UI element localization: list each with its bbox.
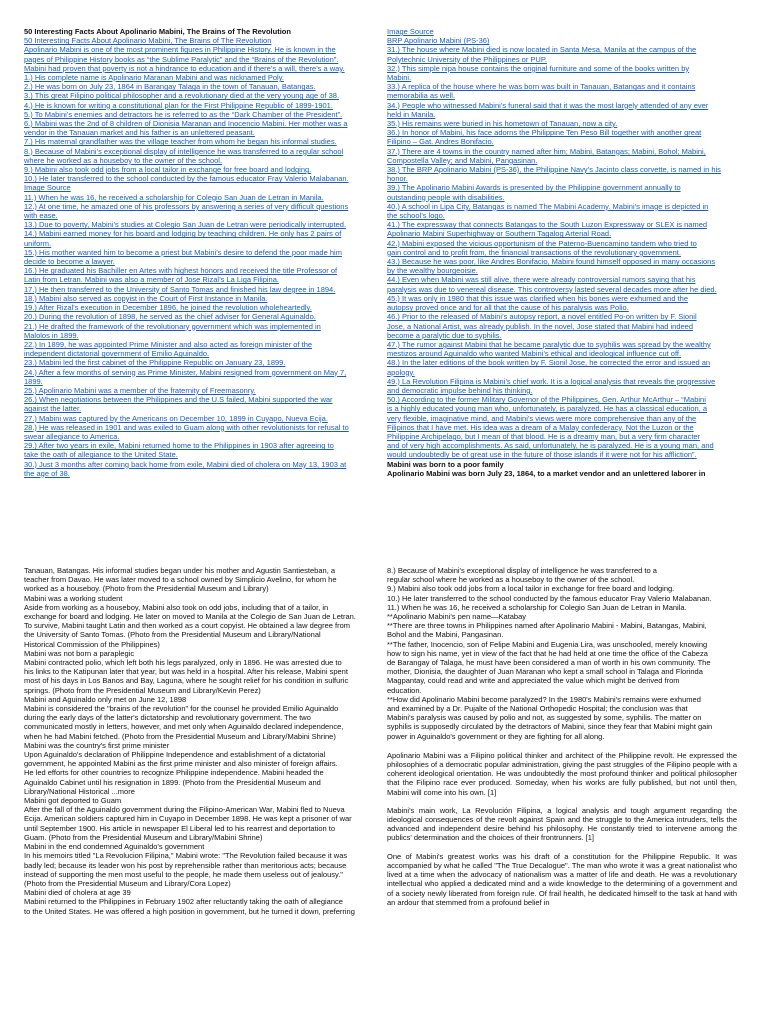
text-line: Mabini died of cholera at age 39 [24, 888, 131, 898]
fact-link-line[interactable]: Jose, a National Artist, was already publish. In the novel, Jose stated that Mabini had indeed [387, 321, 694, 331]
fact-link-line[interactable]: apology. [387, 367, 415, 377]
top-right-column [387, 27, 737, 478]
text-line: Magpantay, could read and write and appreciated the value which might be derived from [387, 676, 680, 686]
fact-link-line[interactable]: 42.) Mabini exposed the vicious opportunism of the Paterno-Buencamino tandem who tried to [387, 238, 697, 248]
text-line: communicated mostly in letters, however, and met only when Aguinaldo declared independence, [24, 722, 344, 732]
fact-link-line[interactable]: Compostella Valley; and Mabini, Pangasinan. [387, 155, 538, 165]
fact-link-line[interactable]: 29.) After two years in exile, Mabini returned home to the Philippines in 1903 after agreeing to [24, 441, 334, 451]
fact-link-line[interactable]: 37.) There are 4 towns in the country named after him; Mabini, Batangas; Mabini, Bohol; Mabini, [387, 146, 706, 156]
text-line: 10.) He later transferred to the school conducted by the famous educator Fray Valerio Malabanan. [387, 593, 712, 603]
fact-link-line[interactable]: Image Source [24, 183, 71, 193]
text-line: badly led; because its leader won his post by reprehensible rather than meritorious acts; because [24, 860, 347, 870]
fact-link-line[interactable]: 35.) His remains were buried in his hometown of Tanauan, now a city. [387, 119, 618, 129]
fact-link-line[interactable]: by the wealthy bourgeoisie. [387, 266, 478, 276]
fact-link-line[interactable]: Image Source [387, 27, 434, 36]
text-line: **There are three towns in Philippines named after Apolinario Mabini - Mabini, Batangas, Mabini, [387, 621, 707, 631]
text-line: After the fall of the Aguinaldo government during the Filipino-American War, Mabini fled to Nueva [24, 805, 345, 815]
paragraph: Mabini's main work, La Revolución Filipina, a logical analysis and tough argument regarding the ideological consequences of the revolt against Spain and the struggle to the America intruders, tells the advanced and independent desire behind his philosophy. He constantly tried to intervene among the publics' determination and the choices of their frontrunners. [1] [387, 805, 737, 843]
fact-link-line[interactable]: 10.) He later transferred to the school conducted by the famous educator Fray Valerio Malabanan. [24, 174, 349, 184]
fact-link-line[interactable]: 4.) He is known for writing a constitutional plan for the First Philippine Republic of 1899-1901. [24, 100, 333, 110]
fact-link-line[interactable]: and democratic impulse behind his thinking. [387, 385, 533, 395]
text-line: when he had Mabini fetched. (Photo from the Presidential Museum and Library/Mabini Shrine) [24, 731, 336, 741]
fact-link-line[interactable]: BRP Apolinario Mabini (PS-36) [387, 36, 490, 46]
text-line: Library/National Historical ...more [24, 786, 135, 796]
fact-link-line[interactable]: 45.) It was only in 1980 that this issue was clarified when his bones were exhumed and the [387, 293, 689, 303]
fact-link-line[interactable]: Filipinos that I have met. His idea was a dream of a Malay confederacy. Not the Luzon or the [387, 422, 694, 432]
fact-link-line[interactable]: and of very high accomplishments. As said, unfortunately, he is paralyzed. He is a young man, and [387, 441, 714, 451]
fact-link-line[interactable]: memorabilia as well. [387, 91, 455, 101]
text-line: **Apolinario Mabini's pen name—Katabay [387, 612, 527, 622]
text-line: instead of supporting the men most useful to the people, he made them useless out of jealousy." [24, 869, 343, 879]
paragraph: Apolinario Mabini was a Filipino political thinker and architect of the Philippine revolt. He expressed the philosophies of a democratic popular administration, giving the past struggles of the Filipino people with a coherent ideological orientation. He was undoubtedly the most profound thinker and political philosopher that the Filipino race ever produced. Someday, when his works are fully published, but not until then, Mabini will come into his own. [1] [387, 750, 737, 797]
text-line: Mabini contracted polio, which left both his legs paralyzed, only in 1896. He was arrested due to [24, 658, 342, 668]
fact-link-line[interactable]: 32.) This simple nipa house contains the original furniture and some of the books written by [387, 63, 690, 73]
text-line: Apolinario Mabini was born July 23, 1864, to a market vendor and an unlettered laborer in [387, 468, 706, 478]
text-line: de Barangay of Talaga, he must have been considered a man of worth in his own community. The [387, 658, 711, 668]
bottom-left-column [24, 566, 370, 916]
text-line: **How did Apolinario Mabini become paralyzed? In the 1980's Mabini's remains were exhumed [387, 694, 701, 704]
fact-link-line[interactable]: 1.) His complete name is Apolinario Maranan Mabini and was nicknamed Poly. [24, 73, 284, 83]
fact-link-line[interactable]: 30.) Just 3 months after coming back home from exile, Mabini died of cholera on May 13, 1903 at [24, 459, 347, 469]
fact-link-line[interactable]: uniform. [24, 238, 52, 248]
text-line: 8.) Because of Mabini's exceptional display of intelligence he was transferred to a [387, 566, 657, 575]
text-line: In his memoirs titled "La Revolucion Filipina," Mabini wrote: "The Revolution failed because it was [24, 851, 348, 861]
fact-link-line[interactable]: Latin from Letran. Mabini was also a member of Jose Rizal’s La Liga Filipina. [24, 275, 279, 285]
fact-link-line[interactable]: Philippine Archipelago, but I mean of that blood. He is a dreamy man, but a very firm character [387, 431, 701, 441]
fact-link-line[interactable]: 21.) He drafted the framework of the revolutionary government which was implemented in [24, 321, 321, 331]
fact-link-line[interactable]: 47.) The rumor against Mabini that he became paralytic due to syphilis was spread by the wealthy [387, 339, 711, 349]
text-line: To survive, Mabini taught Latin and then worked as a court copyist. He obtained a law degree from [24, 621, 351, 631]
fact-link-line[interactable]: 49.) La Revolution Filipina is Mabini’s chief work. It is a logical analysis that reveals the progressive [387, 376, 716, 386]
fact-link-line[interactable]: 15.) His mother wanted him to become a priest but Mabini’s desire to defend the poor made him [24, 247, 342, 257]
fact-link-line[interactable]: 7.) His maternal grandfather was the village teacher from whom he began his informal studies. [24, 137, 337, 147]
fact-link-line[interactable]: 40.) A school in Lipa City, Batangas is named The Mabini Academy. Mabini’s image is depicted in [387, 201, 709, 211]
text-line: teacher from Davao. He was later moved to a school owned by Simplicio Avelino, for whom he [24, 575, 337, 585]
fact-link-line[interactable]: 50 Interesting Facts About Apolinario Mabini, The Brains of The Revolution [24, 36, 272, 46]
fact-link-line[interactable]: 5.) To Mabini’s enemies and detractors he is referred to as the “Dark Chamber of the President”. [24, 109, 343, 119]
top-left-column [24, 27, 370, 478]
text-line: Historical Commission of the Philippines) [24, 639, 160, 649]
text-line: Mabini was not born a paraplegic [24, 648, 135, 658]
text-line: regular school where he worked as a houseboy to the owner of the school. [387, 575, 635, 585]
text-line: worked as a houseboy. (Photo from the Presidential Museum and Library) [24, 584, 269, 594]
fact-link-line[interactable]: Apolinario Mabini is one of the most prominent figures in Philippine History. He is known in the [24, 45, 336, 55]
text-line: **The father, Inocencio, son of Felipe Mabini and Eugenia Lira, was unschooled, merely knowing [387, 639, 708, 649]
bottom-right-text [387, 566, 737, 741]
text-line: Tanauan, Batangas. His informal studies began under his mother and Agustin Santiesteban, a [24, 566, 336, 575]
fact-link-line[interactable]: 3.) This great Filipino political philosopher and a revolutionary died at the very young age of 38. [24, 91, 340, 101]
fact-link-line[interactable]: against the latter. [24, 404, 82, 414]
fact-link-line[interactable]: decide to become a lawyer. [24, 257, 115, 267]
fact-link-line[interactable]: 19.) After Rizal’s execution in December 1896, he joined the revolution wholeheartedly. [24, 303, 312, 313]
text-line: Ecija. American soldiers captured him in Cuyapo in December 1898. He was kept a prisoner of war [24, 814, 352, 824]
top-left-links [24, 36, 370, 478]
text-line: Guam. (Photo from the Presidential Museum and Library/Mabini Shrine) [24, 832, 263, 842]
fact-link-line[interactable]: gain control and to profit from, the financial transactions of the revolutionary government. [387, 247, 681, 257]
fact-link-line[interactable]: 14.) Mabini earned money for his board and lodging by teaching children. He only has 2 pairs of [24, 229, 342, 239]
text-line: how to sign his name, yet in view of the fact that he had held at one time the office of the Cabeza [387, 648, 708, 658]
fact-link-line[interactable]: take the oath of allegiance to the United State. [24, 450, 178, 460]
fact-link-line[interactable]: 11.) When he was 16, he received a scholarship for Colegio San Juan de Letran in Manila. [24, 192, 324, 202]
fact-link-line[interactable]: 28.) He was released in 1901 and was exiled to Guam along with other revolutionists for refusal to [24, 422, 349, 432]
fact-link-line[interactable]: 23.) Mabini led the first cabinet of the Philippine Republic on January 23, 1899. [24, 358, 286, 368]
fact-link-line[interactable]: 44.) Even when Mabini was still alive, there were already controversial rumors saying that his [387, 275, 696, 285]
fact-link-line[interactable]: held in Manila. [387, 109, 436, 119]
text-line: and examined by a Dr. Pujalte of the National Orthopedic Hospital; the conclusion was that [387, 704, 688, 714]
text-line: government, he appointed Mabini as the first prime minister and also minister of foreign affairs. [24, 759, 338, 769]
fact-link-line[interactable]: Mabini had proven that poverty is not a hindrance to education and if there’s a will, there’s a way. [24, 63, 345, 73]
text-line: 9.) Mabini also took odd jobs from a local tailor in exchange for free board and lodging. [387, 584, 675, 594]
fact-link-line[interactable]: Mabini. [387, 73, 412, 83]
text-line: his links to the Katipunan later that year, but was held in a hospital. After his release, Mabini spent [24, 667, 348, 677]
text-line: Mabini and Aguinaldo only met on June 12, 1898 [24, 694, 187, 704]
text-line: Aguinaldo Cabinet until his resignation in 1899. (Photo from the Presidential Museum and [24, 777, 321, 787]
text-line: Mabini returned to the Philippines in February 1902 after reluctantly taking the oath of allegiance [24, 897, 343, 907]
fact-link-line[interactable]: Apolinario Mabini Superhighway or Southern Tagalog Arterial Road. [387, 229, 612, 239]
text-line: Mabini's paralysis was caused by polio and not, as suggested by some, syphilis. The matter on [387, 713, 702, 723]
fact-link-line[interactable]: 9.) Mabini also took odd jobs from a local tailor in exchange for free board and lodging. [24, 165, 312, 175]
bottom-right-paragraphs [387, 751, 737, 907]
text-line: mother, Dionisia, the daughter of Juan Maranan who kept a small school in Talaga and Florinda [387, 667, 703, 677]
fact-link-line[interactable]: 12.) At one time, he amazed one of his professors by answering a series of very difficult questions [24, 201, 349, 211]
fact-link-line[interactable]: honor. [387, 174, 408, 184]
bottom-left-text [24, 566, 370, 916]
fact-link-line[interactable]: 34.) People who witnessed Mabini’s funeral said that it was the most largely attended of any ever [387, 100, 709, 110]
fact-link-line[interactable]: 31.) The house where Mabini died is now located in Santa Mesa, Manila at the campus of the [387, 45, 697, 55]
fact-link-line[interactable]: 36.) In honor of Mabini, his face adorns the Philippine Ten Peso Bill together with another great [387, 128, 702, 138]
fact-link-line[interactable]: with ease. [24, 211, 58, 221]
text-line: Mabini was the country's first prime minister [24, 740, 170, 750]
top-right-plain [387, 460, 737, 478]
top-right-links [387, 27, 737, 460]
text-line: education. [387, 685, 422, 695]
fact-link-line[interactable]: 16.) He graduated his Bachiller en Artes with highest honors and received the title Professor of [24, 266, 338, 276]
text-line: (Photo from the Presidential Museum and Library/Cora Lopez) [24, 878, 231, 888]
fact-link-line[interactable]: is a highly educated young man who, unfortunately, is paralyzed. He has a classical education, a [387, 404, 708, 414]
fact-link-line[interactable]: pages of Philippine History books as “the Sublime Paralytic” and the “Brains of the Revolution”. [24, 54, 339, 64]
fact-link-line[interactable]: vendor in the Tanauan market and his father is an unlettered peasant. [24, 128, 255, 138]
text-line: exchange for board and lodging. He later on moved to Manila at the Colegio de San Juan de Letran. [24, 612, 356, 622]
fact-link-line[interactable]: autopsy proved once and for all that the cause of his paralysis was Polio. [387, 303, 629, 313]
fact-link-line[interactable]: 43.) Because he was poor, like Andres Bonifacio, Mabini found himself opposed in many occasions [387, 257, 716, 267]
fact-link-line[interactable]: 18.) Mabini also served as copyist in the Court of First Instance in Manila. [24, 293, 268, 303]
text-line: power in Aguinaldo's government or they are fighting for all along. [387, 731, 605, 741]
fact-link-line[interactable]: the school’s logo. [387, 211, 445, 221]
text-line: He led efforts for other countries to recognize Philippine independence. Mabini headed the [24, 768, 324, 778]
fact-link-line[interactable]: independent dictatorial government of Emilio Aguinaldo. [24, 349, 210, 359]
text-line: Mabini in the end condemned Aguinaldo's government [24, 842, 205, 852]
text-line: Bohol and the Mabini, Pangasinan. [387, 630, 504, 640]
text-line: syphilis is supposedly circulated by the detractors of Mabini, since they fear that Mabini might gain [387, 722, 713, 732]
text-line: the University of Santo Tomas. (Photo from the Presidential Museum and Library/National [24, 630, 321, 640]
fact-link-line[interactable]: 25.) Apolinario Mabini was a member of the fraternity of Freemasonry. [24, 385, 256, 395]
text-line: Mabini is considered the "brains of the revolution" for the counsel he provided Emilio Aguinaldo [24, 704, 339, 714]
text-line: Aside from working as a houseboy, Mabini also took on odd jobs, including that of a tailor, in [24, 602, 329, 612]
text-line: most of his days in Los Banos and Bay, Laguna, where he sought relief for his condition in sulfuric [24, 676, 349, 686]
bottom-right-column [387, 566, 737, 916]
fact-link-line[interactable]: outstanding people with disabilities. [387, 192, 505, 202]
text-line: 11.) When he was 16, he received a scholarship for Colegio San Juan de Letran in Manila. [387, 602, 687, 612]
fact-link-line[interactable]: 38.) The BRP Apolinario Mabini (PS-36), the Philippine Navy’s Jacinto class corvette, is named in his [387, 165, 721, 175]
text-line: Upon Aguinaldo's declaration of Philippine Independence and establishment of a dictatorial [24, 750, 326, 760]
fact-link-line[interactable]: swear allegiance to America. [24, 431, 120, 441]
fact-link-line[interactable]: become a paralytic due to syphilis. [387, 330, 502, 340]
fact-link-line[interactable]: where he worked as a houseboy to the owner of the school. [24, 155, 223, 165]
fact-link-line[interactable]: would undoubtedly be of great use in the future of those islands if it were not for his affliction”. [387, 450, 697, 460]
fact-link-line[interactable]: 17.) He then transferred to the University of Santo Tomas and finished his law degree in 1894. [24, 284, 336, 294]
fact-link-line[interactable]: 20.) During the revolution of 1898, he served as the chief adviser for General Aguinaldo. [24, 312, 316, 322]
fact-link-line[interactable]: the age of 38. [24, 468, 70, 478]
paragraph: One of Mabini's greatest works was his draft of a constitution for the Philippine Republic. It was accompanied by what he called "The True Decalogue". The man who wrote it was a great nationalist who lived at a time when the advocacy of nationalism was a matter of life and death. He was a revolutionary intellectual who applied a dedicated mind and a wide knowledge to the determining of a government and of a society newly liberated from foreign rule. Of frail health, he dedicated himself to the task at hand with an ardour that stemmed from a profound belief in [387, 851, 737, 907]
fact-link-line[interactable]: 8.) Because of Mabini’s exceptional display of intelligence he was transferred to a regular school [24, 146, 344, 156]
text-line: springs. (Photo from the Presidential Museum and Library/Kevin Perez) [24, 685, 261, 695]
fact-link-line[interactable]: paralysis was due to venereal disease. This controversy lasted several decades more after he died. [387, 284, 717, 294]
fact-link-line[interactable]: 27.) Mabini was captured by the Americans on December 10, 1899 in Cuyapo, Nueva Ecija. [24, 413, 328, 423]
fact-link-line[interactable]: 13.) Due to poverty, Mabini’s studies at Colegio San Juan de Letran were periodically interrupted. [24, 220, 346, 230]
fact-link-line[interactable]: 24.) After a few months of serving as Prime Minister, Mabini resigned from government on May 7, [24, 367, 347, 377]
text-line: Mabini got deported to Guam [24, 796, 122, 806]
fact-link-line[interactable]: Malolos in 1899. [24, 330, 79, 340]
fact-link-line[interactable]: 41.) The expressway that connects Batangas to the South Luzon Expressway or SLEX is named [387, 220, 708, 230]
text-line: Mabini was a working student [24, 593, 123, 603]
fact-link-line[interactable]: 50.) According to the former Military Governor of the Philippines, Gen. Arthur McArthur – “Mabini [387, 395, 706, 405]
fact-link-line[interactable]: Filipino – Gat. Andres Bonifacio. [387, 137, 494, 147]
fact-link-line[interactable]: 22.) In 1899, he was appointed Prime Minister and also acted as foreign minister of the [24, 339, 313, 349]
fact-link-line[interactable]: 26.) When negotiations between the Philippines and the U.S failed, Mabini supported the war [24, 395, 333, 405]
text-line: until September 1900. His article in newspaper El Liberal led to his rearrest and deportation to [24, 823, 336, 833]
text-line: Mabini was born to a poor family [387, 459, 504, 469]
fact-link-line[interactable]: very flexible, imaginative mind, and Mabini’s views were more comprehensive than any of the [387, 413, 697, 423]
fact-link-line[interactable]: 33.) A replica of the house where he was born was built in Tanauan, Batangas and it contains [387, 82, 696, 92]
text-line: during the early days of the latter's dictatorship and revolutionary government. The two [24, 713, 311, 723]
fact-link-line[interactable]: mestizos around Aguinaldo who wanted Mabini’s ethical and ideological influence cut off. [387, 349, 682, 359]
fact-link-line[interactable]: 39.) The Apolinario Mabini Awards is presented by the Philippine government annually to [387, 183, 681, 193]
fact-link-line[interactable]: 46.) Prior to the released of Mabini’s autopsy report, a novel entitled Po-on written by F. Sionil [387, 312, 697, 322]
fact-link-line[interactable]: 2.) He was born on July 23, 1864 in Barangay Talaga in the town of Tanauan, Batangas. [24, 82, 316, 92]
text-line: to the United States. He was offered a high position in government, but he turned it down, preferring [24, 906, 355, 916]
fact-link-line[interactable]: 6.) Mabini was the 2nd of 8 children of Dionisia Maranan and Inocencio Mabini. Her mother was a [24, 119, 348, 129]
fact-link-line[interactable]: 48.) In the later editions of the book written by F. Sionil Jose, he corrected the error and issued an [387, 358, 711, 368]
fact-link-line[interactable]: Polytechnic University of the Philippines or PUP. [387, 54, 547, 64]
page-title: 50 Interesting Facts About Apolinario Mabini, The Brains of The Revolution [24, 27, 291, 36]
fact-link-line[interactable]: 1899. [24, 376, 43, 386]
